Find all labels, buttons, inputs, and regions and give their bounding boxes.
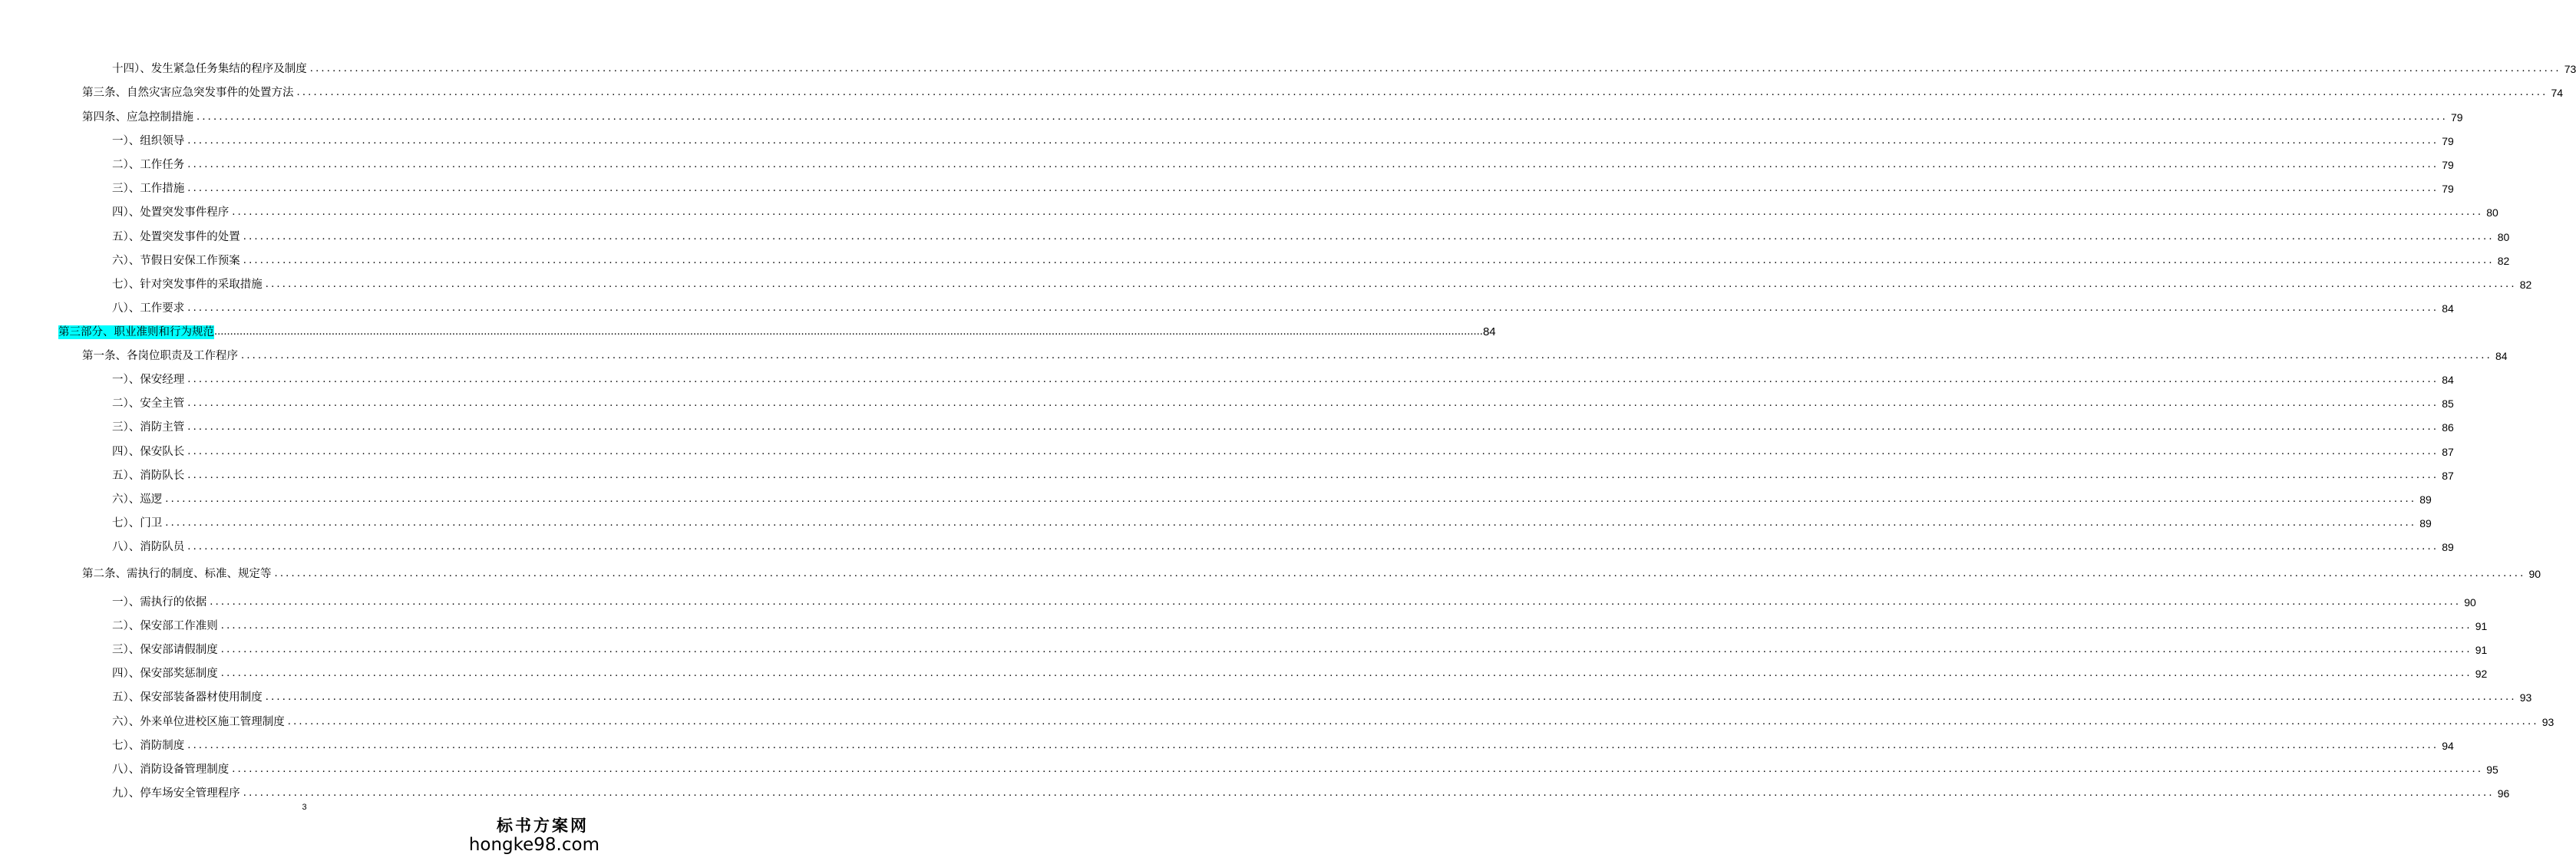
toc-leader-dots: ................................................................................................................................................................................................................................................................................................................................................................................................................ bbox=[187, 470, 2439, 481]
toc-entry-label: 二）、工作任务 bbox=[112, 159, 185, 171]
toc-entry bbox=[112, 177, 2454, 196]
toc-entry bbox=[112, 686, 2532, 704]
toc-entry bbox=[112, 153, 2454, 172]
toc-entry-page: 79 bbox=[2442, 183, 2454, 195]
toc-entry-label: 三）、保安部请假制度 bbox=[112, 644, 218, 656]
toc-entry-page: 84 bbox=[1482, 325, 1496, 338]
toc-entry bbox=[112, 638, 2488, 657]
toc-entry-page: 89 bbox=[2442, 541, 2454, 553]
toc-entry-label: 第三部分、职业准则和行为规范 bbox=[58, 326, 214, 338]
toc-entry bbox=[112, 392, 2454, 411]
toc-entry-page: 87 bbox=[2442, 470, 2454, 482]
toc-entry-label: 一）、需执行的依据 bbox=[112, 596, 207, 609]
toc-entry-page: 73 bbox=[2564, 63, 2576, 75]
toc-entry-page: 93 bbox=[2519, 691, 2532, 704]
toc-entry-page: 93 bbox=[2541, 716, 2555, 728]
toc-entry bbox=[82, 345, 2508, 363]
toc-entry-label: 第二条、需执行的制度、标准、规定等 bbox=[82, 568, 272, 580]
toc-entry-page: 89 bbox=[2419, 517, 2432, 529]
toc-leader-dots: ................................................................................................................................................................................................................................................................................................................................................................................................................ bbox=[241, 350, 2492, 361]
toc-entry bbox=[112, 782, 2510, 800]
toc-entry-label: 五）、处置突发事件的处置 bbox=[112, 231, 240, 243]
toc-entry bbox=[112, 734, 2454, 753]
toc-entry-page: 90 bbox=[2528, 568, 2541, 580]
toc-entry bbox=[112, 58, 2576, 76]
toc-leader-dots: ................................................................................................................................................................................................................................................................................................................................................................................................................ bbox=[296, 87, 2548, 98]
toc-entry-page: 91 bbox=[2475, 644, 2488, 656]
toc-leader-dots: ................................................................................................................................................................................................................................................................................................................................................................................................................ bbox=[265, 691, 2517, 703]
toc-entry-label: 第三条、自然灾害应急突发事件的处置方法 bbox=[82, 87, 294, 99]
toc-entry bbox=[112, 440, 2454, 459]
toc-leader-dots: ................................................................................................................................................................................................................................................................................................................................................................................................................ bbox=[210, 596, 2462, 608]
toc-leader-dots: ................................................................................................................................................................................................................................................................................................................................................................................................................ bbox=[187, 302, 2439, 314]
toc-entry-page: 86 bbox=[2442, 421, 2454, 434]
toc-entry bbox=[112, 758, 2498, 777]
toc-entry-label: 一）、组织领导 bbox=[112, 135, 185, 147]
toc-entry-label: 六）、巡逻 bbox=[112, 493, 163, 506]
toc-leader-dots: ................................................................................................................................................................................................................................................................................................................................................................................................................ bbox=[165, 493, 2417, 505]
toc-entry-page: 82 bbox=[2519, 279, 2532, 291]
toc-entry bbox=[82, 106, 2463, 124]
toc-leader-dots: ................................................................................................................................................................................................................................................................................................................................................................................................................ bbox=[187, 159, 2439, 170]
toc-entry-label: 六）、节假日安保工作预案 bbox=[112, 255, 240, 267]
toc-entry-label: 六）、外来单位进校区施工管理制度 bbox=[112, 716, 285, 728]
toc-entry-page: 84 bbox=[2442, 302, 2454, 315]
toc-entry bbox=[112, 536, 2454, 554]
toc-entry-label: 五）、消防队长 bbox=[112, 470, 185, 482]
toc-leader-dots: ................................................................................................................................................................................................................................................................................................................................................................................................................ bbox=[232, 206, 2484, 218]
toc-entry bbox=[112, 416, 2454, 434]
toc-entry-page: 89 bbox=[2419, 493, 2432, 506]
toc-entry-label: 七）、消防制度 bbox=[112, 740, 185, 752]
toc-leader-dots: ................................................................................................................................................................................................................................................................................................................................................................................................................ bbox=[187, 135, 2439, 147]
toc-entry-label: 八）、工作要求 bbox=[112, 302, 185, 315]
toc-entry bbox=[112, 226, 2510, 244]
toc-leader-dots: ................................................................................................................................................................................................................................................................................................................................................................................................................ bbox=[309, 63, 2561, 74]
toc-entry bbox=[112, 130, 2454, 148]
toc-entry bbox=[112, 615, 2488, 633]
toc-leader-dots: ................................................................................................................................................................................................................................................................................................................................................................................................................ bbox=[220, 644, 2472, 655]
toc-entry-page: 74 bbox=[2551, 87, 2564, 99]
toc-leader-dots: ................................................................................................................................................................................................................................................................................................................................................................................................................ bbox=[287, 716, 2539, 727]
toc-leader-dots: ................................................................................................................................................................................................................................................................................................................................................................................................................ bbox=[243, 231, 2495, 242]
toc-entry-page: 91 bbox=[2475, 620, 2488, 632]
toc-entry bbox=[112, 512, 2432, 530]
toc-entry bbox=[112, 662, 2488, 681]
toc-entry-label: 八）、消防设备管理制度 bbox=[112, 764, 230, 776]
toc-leader-dots: ................................................................................................................................................................................................................................................................................................................................................................................................................ bbox=[214, 326, 1483, 338]
toc-entry-label: 第四条、应急控制措施 bbox=[82, 111, 193, 124]
toc-leader-dots: ................................................................................................................................................................................................................................................................................................................................................................................................................ bbox=[187, 541, 2439, 553]
toc-leader-dots: ................................................................................................................................................................................................................................................................................................................................................................................................................ bbox=[220, 668, 2472, 679]
toc-entry bbox=[112, 488, 2432, 506]
toc-leader-dots: ................................................................................................................................................................................................................................................................................................................................................................................................................ bbox=[197, 111, 2448, 123]
toc-leader-dots: ................................................................................................................................................................................................................................................................................................................................................................................................................ bbox=[265, 279, 2517, 290]
toc-entry-page: 90 bbox=[2464, 596, 2476, 609]
toc-leader-dots: ................................................................................................................................................................................................................................................................................................................................................................................................................ bbox=[187, 374, 2439, 385]
toc-entry-page: 80 bbox=[2497, 231, 2510, 243]
toc-entry-page: 79 bbox=[2450, 111, 2463, 124]
toc-entry-label: 七）、门卫 bbox=[112, 517, 163, 529]
toc-entry bbox=[112, 368, 2454, 387]
toc-leader-dots: ................................................................................................................................................................................................................................................................................................................................................................................................................ bbox=[220, 620, 2472, 632]
watermark-cn-text: 标书方案网 bbox=[497, 816, 589, 835]
toc-entry-label: 三）、工作措施 bbox=[112, 183, 185, 195]
toc-leader-dots: ................................................................................................................................................................................................................................................................................................................................................................................................................ bbox=[274, 568, 2526, 579]
toc-entry-page: 95 bbox=[2486, 764, 2498, 776]
toc-entry-label: 三）、消防主管 bbox=[112, 421, 185, 434]
toc-entry-page: 82 bbox=[2497, 255, 2510, 267]
page-number: 3 bbox=[302, 803, 307, 812]
watermark-logo bbox=[469, 816, 599, 855]
toc-entry bbox=[82, 81, 2564, 100]
toc-entry-page: 84 bbox=[2442, 374, 2454, 386]
toc-entry-page: 85 bbox=[2442, 398, 2454, 410]
toc-leader-dots: ................................................................................................................................................................................................................................................................................................................................................................................................................ bbox=[165, 517, 2417, 529]
toc-entry bbox=[112, 249, 2510, 268]
toc-leader-dots: ................................................................................................................................................................................................................................................................................................................................................................................................................ bbox=[243, 787, 2495, 799]
toc-entry bbox=[112, 297, 2454, 315]
toc-entry-page: 96 bbox=[2497, 787, 2510, 800]
toc-entry-label: 第一条、各岗位职责及工作程序 bbox=[82, 350, 238, 362]
toc-leader-dots: ................................................................................................................................................................................................................................................................................................................................................................................................................ bbox=[187, 183, 2439, 194]
toc-entry bbox=[112, 273, 2532, 292]
toc-entry-page: 80 bbox=[2486, 206, 2498, 219]
toc-entry-label: 二）、安全主管 bbox=[112, 398, 185, 410]
toc-entry-label: 七）、针对突发事件的采取措施 bbox=[112, 279, 263, 291]
toc-entry-page: 84 bbox=[2495, 350, 2508, 362]
toc-entry bbox=[82, 562, 2541, 581]
toc-entry-page: 79 bbox=[2442, 159, 2454, 171]
toc-entry bbox=[112, 201, 2498, 219]
toc-entry-page: 87 bbox=[2442, 446, 2454, 458]
toc-entry-page: 79 bbox=[2442, 135, 2454, 147]
toc-entry-label: 二）、保安部工作准则 bbox=[112, 620, 218, 632]
toc-entry bbox=[58, 321, 1496, 339]
toc-leader-dots: ................................................................................................................................................................................................................................................................................................................................................................................................................ bbox=[187, 740, 2439, 751]
toc-entry-label: 四）、保安队长 bbox=[112, 446, 185, 458]
watermark-en-text: hongke98.com bbox=[468, 835, 599, 855]
toc-entry-label: 十四）、发生紧急任务集结的程序及制度 bbox=[112, 63, 307, 75]
toc-entry bbox=[112, 464, 2454, 483]
toc-leader-dots: ................................................................................................................................................................................................................................................................................................................................................................................................................ bbox=[243, 255, 2495, 266]
toc-leader-dots: ................................................................................................................................................................................................................................................................................................................................................................................................................ bbox=[232, 764, 2484, 775]
toc-entry-label: 四）、保安部奖惩制度 bbox=[112, 668, 218, 680]
toc-leader-dots: ................................................................................................................................................................................................................................................................................................................................................................................................................ bbox=[187, 446, 2439, 457]
toc-entry-label: 四）、处置突发事件程序 bbox=[112, 206, 230, 219]
toc-entry bbox=[112, 591, 2476, 609]
toc-leader-dots: ................................................................................................................................................................................................................................................................................................................................................................................................................ bbox=[187, 398, 2439, 409]
toc-leader-dots: ................................................................................................................................................................................................................................................................................................................................................................................................................ bbox=[187, 421, 2439, 433]
toc-entry-label: 九）、停车场安全管理程序 bbox=[112, 787, 240, 800]
toc-entry-label: 一）、保安经理 bbox=[112, 374, 185, 386]
toc-entry bbox=[112, 711, 2555, 729]
toc-entry-page: 92 bbox=[2475, 668, 2488, 680]
toc-entry-label: 五）、保安部装备器材使用制度 bbox=[112, 691, 263, 704]
toc-entry-label: 八）、消防队员 bbox=[112, 541, 185, 553]
toc-entry-page: 94 bbox=[2442, 740, 2454, 752]
